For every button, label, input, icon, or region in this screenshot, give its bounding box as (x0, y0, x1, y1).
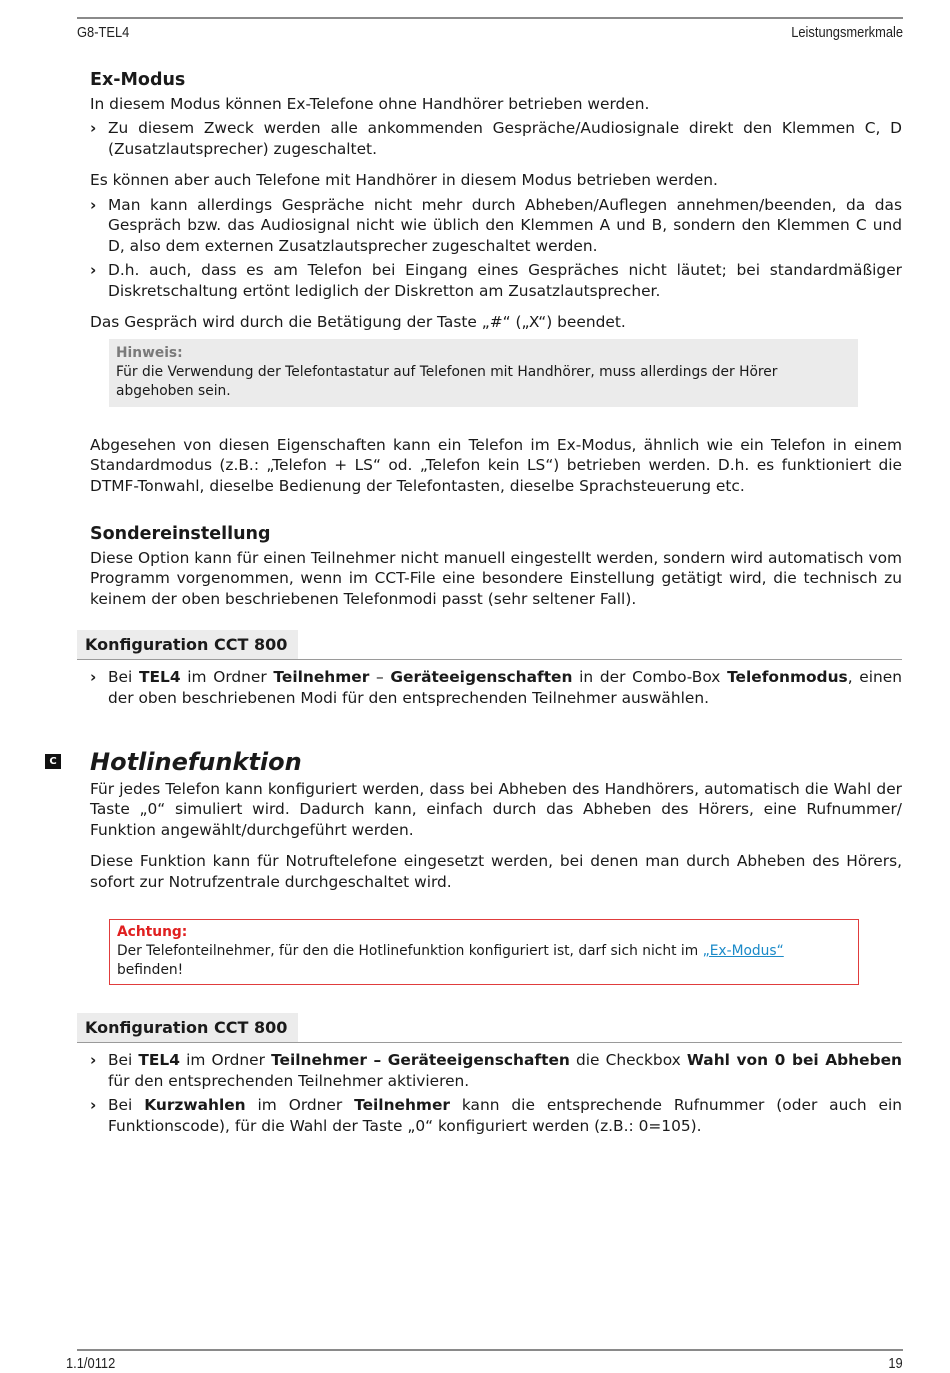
paragraph: Abgesehen von diesen Eigenschaften kann ein Telefon im Ex-Modus, ähnlich wie ein Telefon in einem Standardmodus (z.B.: „Telefon + LS“ od. „Telefon kein LS“) betrieben werden. D.h. es funktioniert die DTMF-Tonwahl, dieselbe Bedienung der Telefontasten, dieselbe Sprachsteuerung etc. (90, 435, 902, 495)
footer-left: 1.1/0112 (66, 1355, 116, 1372)
bullet-list (90, 195, 902, 302)
paragraph: Das Gespräch wird durch die Betätigung der Taste „#“ („X“) beendet. (90, 313, 626, 331)
note-box (109, 339, 858, 407)
footer-right: 19 (888, 1355, 903, 1372)
bullet-list (90, 1050, 902, 1136)
warning-text: Der Telefonteilnehmer, für den die Hotlinefunktion konfiguriert ist, darf sich nicht im „Ex-Modus“ befinden! (117, 943, 784, 978)
chevron-right-icon: › (90, 1096, 97, 1114)
page-content (85, 70, 903, 1147)
header-left: G8-TEL4 (77, 24, 130, 41)
ex-modus-link[interactable]: „Ex-Modus“ (702, 943, 784, 959)
list-item-text: D.h. auch, dass es am Telefon bei Eingang eines Gespräches nicht läutet; bei standardmäßiger Diskretschaltung ertönt lediglich der Diskretton am Zusatzlautsprecher. (108, 261, 902, 300)
section-title-exmodus: Ex-Modus (90, 70, 186, 90)
note-text: Für die Verwendung der Telefontastatur auf Telefonen mit Handhörer, muss allerdings der Hörer abgehoben sein. (116, 363, 778, 399)
paragraph: In diesem Modus können Ex-Telefone ohne Handhörer betrieben werden. (90, 94, 650, 113)
list-item (90, 118, 902, 159)
note-title: Hinweis: (116, 344, 183, 361)
list-item: › Bei TEL4 im Ordner Teilnehmer – Geräteeigenschaften die Checkbox Wahl von 0 bei Abheben für den entsprechenden Teilnehmer aktivieren. (90, 1051, 902, 1090)
list-item: › Bei Kurzwahlen im Ordner Teilnehmer kann die entsprechende Rufnummer (oder auch ein Funktionscode), für die Wahl der Taste „0“ konfiguriert werden (z.B.: 0=105). (90, 1096, 902, 1135)
config-label: Konfiguration CCT 800 (77, 1013, 298, 1042)
list-item: › Bei TEL4 im Ordner Teilnehmer – Geräteeigenschaften in der Combo-Box Telefonmodus, einen der oben beschriebenen Modi für den entsprechenden Teilnehmer auswählen. (90, 668, 903, 707)
bullet-list (90, 667, 902, 708)
chevron-right-icon: › (90, 668, 97, 686)
warning-box (109, 919, 859, 985)
section-title-hotline: Hotlinefunktion (90, 748, 302, 776)
warning-title: Achtung: (117, 924, 188, 940)
list-item-text: Zu diesem Zweck werden alle ankommenden Gespräche/Audiosignale direkt den Klemmen C, D (Zusatzlautsprecher) zugeschaltet. (108, 119, 902, 158)
list-item (90, 195, 902, 257)
paragraph: Diese Funktion kann für Notruftelefone eingesetzt werden, bei denen man durch Abheben des Hörers, sofort zur Notrufzentrale durchgeschaltet wird. (90, 852, 902, 891)
config-header (77, 630, 902, 660)
chevron-right-icon: › (90, 195, 97, 214)
paragraph: Für jedes Telefon kann konfiguriert werden, dass bei Abheben des Handhörers, automatisch die Wahl der Taste „0“ simuliert wird. Dadurch kann, einfach durch das Abheben des Hörers, eine Rufnummer/ Funktion angewählt/durchgeführt werden. (90, 779, 902, 839)
paragraph: Diese Option kann für einen Teilnehmer nicht manuell eingestellt werden, sondern wird automatisch vom Programm vorgenommen, wenn im CCT-File eine besondere Einstellung getätigt wird, die technisch zu keinem der oben beschriebenen Telefonmodi passt (sehr seltener Fall). (90, 548, 902, 608)
section-title-sondereinstellung: Sondereinstellung (90, 524, 271, 544)
chevron-right-icon: › (90, 1051, 97, 1069)
footer-rule (77, 1349, 903, 1351)
config-label: Konfiguration CCT 800 (77, 630, 298, 659)
chevron-right-icon: › (90, 261, 97, 279)
chevron-right-icon: › (90, 119, 97, 137)
header-rule (77, 17, 903, 19)
paragraph: Es können aber auch Telefone mit Handhörer in diesem Modus betrieben werden. (90, 171, 718, 189)
bullet-list (90, 118, 902, 159)
chapter-badge: C (45, 754, 61, 769)
list-item (90, 260, 902, 301)
config-header (77, 1013, 902, 1043)
list-item-text: Man kann allerdings Gespräche nicht mehr durch Abheben/Auflegen annehmen/beenden, da das Gespräch bzw. das Audiosignal nicht wie üblich den Klemmen A und B, sondern den Klemmen C und D, also dem externen Zusatzlautsprecher zugeschaltet werden. (108, 195, 902, 255)
header-right: Leistungsmerkmale (791, 24, 903, 41)
